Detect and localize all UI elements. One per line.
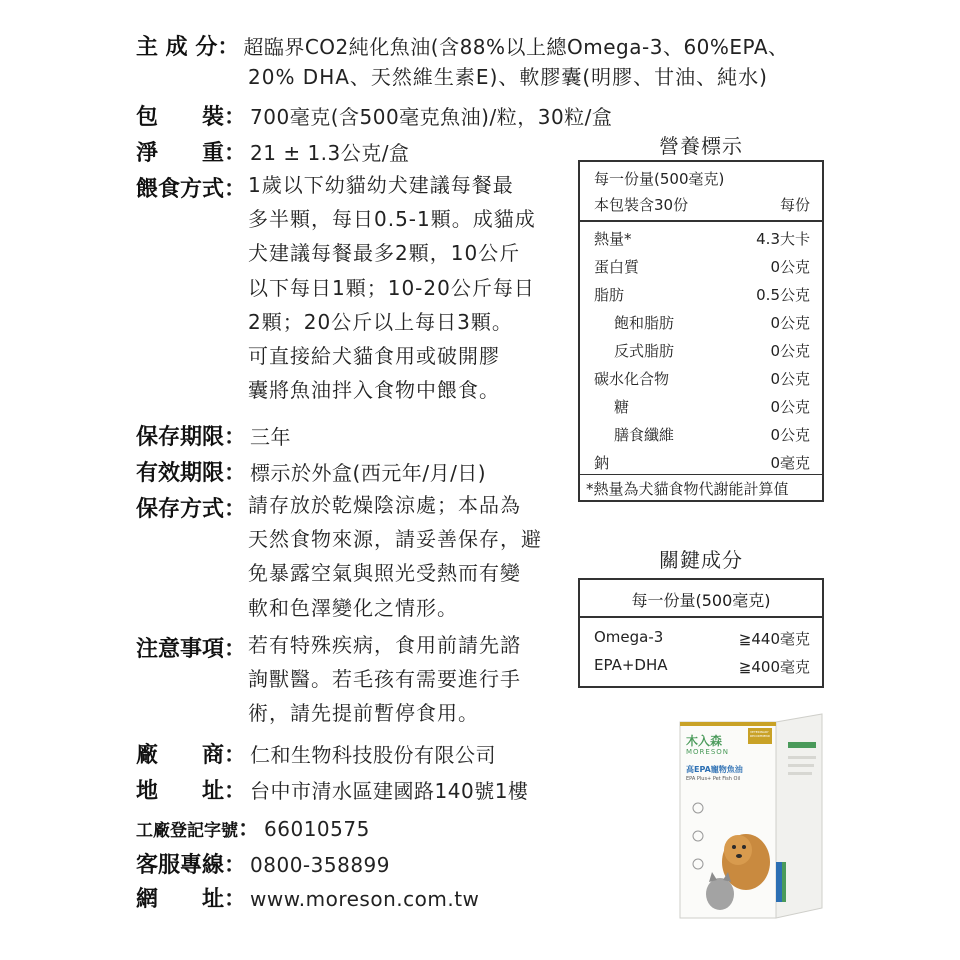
nutrition-row: 飽和脂肪 0公克 xyxy=(614,314,810,332)
shelf-life-label: 保存期限 xyxy=(136,425,225,450)
product-brand-en: MORESON xyxy=(686,748,730,756)
hotline-value: 0800-358899 xyxy=(250,853,390,877)
feeding-line: 犬建議每餐最多2顆，10公斤 xyxy=(248,241,521,266)
key-ingredient-row: EPA+DHA ≧400毫克 xyxy=(594,656,810,676)
spec-website: 網 址 ： www.moreson.com.tw xyxy=(136,882,479,913)
factory-reg-value: 66010575 xyxy=(264,817,370,841)
caution-label: 注意事項 xyxy=(136,637,225,662)
caution-line: 詢獸醫。若毛孩有需要進行手 xyxy=(248,667,521,692)
key-ingredients-serving: 每一份量(500毫克) xyxy=(631,591,771,610)
nutrition-serving: 每一份量(500毫克) xyxy=(594,170,725,188)
packaging-label: 包 裝 xyxy=(136,105,225,130)
spec-address: 地 址 ： 台中市清水區建國路140號1樓 xyxy=(136,774,528,805)
spec-factory-reg: 工廠登記字號 ： 66010575 xyxy=(136,817,370,842)
ingredients-label: 主 成 分 xyxy=(136,35,218,60)
address-value: 台中市清水區建國路140號1樓 xyxy=(250,779,529,803)
product-name-en: EPA Plus+ Pet Fish Oil xyxy=(686,776,741,782)
nutrition-row: 膳食纖維 0公克 xyxy=(614,426,810,444)
nutrition-divider xyxy=(580,220,822,222)
storage-line: 免暴露空氣與照光受熱而有變 xyxy=(248,561,521,586)
product-brand-cn: 木入森 xyxy=(686,734,723,748)
nutrition-divider xyxy=(580,474,822,475)
product-name-cn: 高EPA寵物魚油 xyxy=(686,765,743,774)
feeding-text xyxy=(248,168,536,407)
nutrition-row: 蛋白質 0公克 xyxy=(594,258,810,276)
caution-line: 若有特殊疾病，食用前請先諮 xyxy=(248,633,521,657)
caution-text xyxy=(248,628,521,731)
net-weight-value: 21 ± 1.3公克/盒 xyxy=(250,141,410,165)
product-box-image xyxy=(676,712,824,920)
spec-net-weight: 淨 重 ： 21 ± 1.3公克/盒 xyxy=(136,136,410,167)
storage-line: 天然食物來源，請妥善保存，避 xyxy=(248,527,542,552)
factory-reg-label: 工廠登記字號 xyxy=(136,821,238,841)
nutrition-row: 熱量* 4.3大卡 xyxy=(594,230,810,248)
storage-line: 軟和色澤變化之情形。 xyxy=(248,595,458,620)
spec-expiry: 有效期限 ： 標示於外盒(西元年/月/日) xyxy=(136,456,486,487)
nutrition-title: 營養標示 xyxy=(659,134,743,158)
address-label: 地 址 xyxy=(136,779,225,804)
spec-packaging: 包 裝 ： 700毫克(含500毫克魚油)/粒，30粒/盒 xyxy=(136,100,612,131)
nutrition-row: 糖 0公克 xyxy=(614,398,810,416)
feeding-label: 餵食方式 xyxy=(136,177,225,202)
packaging-value: 700毫克(含500毫克魚油)/粒，30粒/盒 xyxy=(250,105,613,129)
spec-manufacturer: 廠 商 ： 仁和生物科技股份有限公司 xyxy=(136,738,496,769)
key-ingredients-table xyxy=(578,578,824,688)
hotline-label: 客服專線 xyxy=(136,853,225,878)
spec-shelf-life: 保存期限 ： 三年 xyxy=(136,420,291,451)
nutrition-row: 反式脂肪 0公克 xyxy=(614,342,810,360)
expiry-label: 有效期限 xyxy=(136,461,225,486)
manufacturer-value: 仁和生物科技股份有限公司 xyxy=(250,743,497,767)
feeding-line: 囊將魚油拌入食物中餵食。 xyxy=(248,378,500,403)
nutrition-table xyxy=(578,160,824,502)
product-badge: VETERINARY RECOMMEND xyxy=(750,730,771,738)
storage-text xyxy=(248,488,542,625)
key-ingredients-title: 關鍵成分 xyxy=(659,548,743,572)
nutrition-row: 鈉 0毫克 xyxy=(594,454,810,472)
spec-hotline: 客服專線 ： 0800-358899 xyxy=(136,848,390,879)
feeding-line: 1歲以下幼貓幼犬建議每餐最 xyxy=(248,173,514,197)
key-ingredient-row: Omega-3 ≧440毫克 xyxy=(594,628,810,648)
storage-label: 保存方式 xyxy=(136,497,225,522)
nutrition-row: 脂肪 0.5公克 xyxy=(594,286,810,304)
key-ingredients-divider xyxy=(580,616,822,618)
caution-line: 術，請先提前暫停食用。 xyxy=(248,701,479,726)
nutrition-footnote: *熱量為犬貓食物代謝能計算值 xyxy=(586,480,789,498)
manufacturer-label: 廠 商 xyxy=(136,743,225,768)
feeding-line: 可直接給犬貓食用或破開膠 xyxy=(248,344,500,369)
ingredients-line1: 超臨界CO2純化魚油(含88%以上總Omega-3、60%EPA、 xyxy=(243,35,789,59)
expiry-value: 標示於外盒(西元年/月/日) xyxy=(250,461,487,485)
nutrition-row: 碳水化合物 0公克 xyxy=(594,370,810,388)
net-weight-label: 淨 重 xyxy=(136,141,225,166)
feeding-line: 以下每日1顆；10-20公斤每日 xyxy=(248,275,535,300)
ingredients-line2: 20% DHA、天然維生素E)、軟膠囊(明膠、甘油、純水) xyxy=(248,65,768,89)
shelf-life-value: 三年 xyxy=(250,425,292,449)
nutrition-servings-per-pack: 本包裝含30份 每份 xyxy=(594,196,810,214)
website-label: 網 址 xyxy=(136,887,225,912)
storage-line: 請存放於乾燥陰涼處；本品為 xyxy=(248,493,521,517)
website-value[interactable]: www.moreson.com.tw xyxy=(250,887,480,911)
feeding-line: 2顆；20公斤以上每日3顆。 xyxy=(248,309,513,334)
feeding-line: 多半顆，每日0.5-1顆。成貓成 xyxy=(248,207,536,232)
